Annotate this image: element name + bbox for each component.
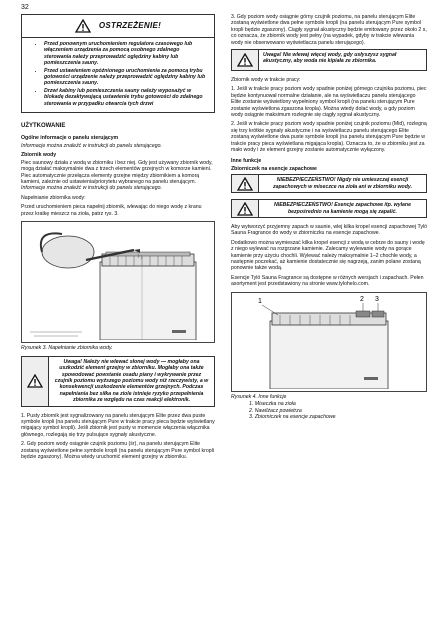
note-box (231, 49, 427, 71)
aroma-cup-heading: Zbiorniczek na esencje zapachowe (231, 165, 317, 172)
danger-box-2 (231, 199, 427, 218)
figure-4-label-3: 3 (375, 295, 379, 303)
other-functions-heading: Inne funkcje (231, 157, 262, 164)
figure-4-label-1: 1 (258, 297, 262, 305)
warning-triangle-icon (27, 374, 43, 388)
left-column (21, 14, 215, 463)
tank-text: Piec saunowy działa z wodą w zbiorniku i bez niej. Gdy jest używany zbiornik wody, mogą działać maksymalnie dwa z trzech elementów grzejnych w komorze kamieni. Piec automatycznie przełącza elementy grzejne między zbiornikiem a komorą kamieni, zależnie od ustawienia/priorytetu wybranego na panelu sterującym. Informacje można znaleźć w instrukcji do panelu sterującego. (21, 159, 213, 192)
warning-triangle-icon (237, 53, 253, 67)
during-paragraph-2: 2. Jeśli w trakcie pracy poziom wody spadnie poniżej czujnik poziomu (Mid), rozlegną się trzy krótkie sygnały akustyczne i na wyświetlaczu panelu sterującego Elite zostaną wyświetlone dwa puste symbole kropli (na panelu sterującym Pure będzie w trakcie pracy pieca wyświetlana migająca kropla). Oznacza to, że w zbiorniku jest za mało wody i że element grzejny zostanie automatycznie wyłączony. (231, 121, 427, 154)
heater-filling-illustration (22, 222, 214, 340)
aroma-paragraph-3: Esencje Tylö Sauna Fragrance są dostępne w różnych wersjach i zapachach. Pełen asortyment jest przedstawiony na stronie www.tylohelo.com. (231, 274, 424, 288)
warning-box (21, 14, 215, 113)
aroma-paragraph-1: Aby wytworzyć przyjemny zapach w saunie, wlej kilka kropel esencji zapachowej Tylö Sauna Fragrance do wody w zbiorniczku na esencje zapachowe. (231, 223, 427, 237)
note-icon-cell (232, 50, 259, 70)
caution-note (21, 356, 215, 407)
during-heading: Zbiornik wody w trakcie pracy: (231, 77, 301, 84)
warning-triangle-icon (75, 19, 91, 33)
caution-icon-cell (22, 357, 49, 406)
general-text: Informacje można znaleźć w instrukcji do panelu sterującego. (21, 142, 162, 149)
warning-item: • Przed ustawieniem opóźnionego uruchomienia za pomocą trybu gotowości urządzenie należy przeprowadzić oględziny kabiny lub pomieszczenia sauny. (44, 68, 206, 87)
figure-4-label-2: 2 (360, 295, 364, 303)
legend-item: 2. Nawilżacz powietrza (249, 407, 302, 414)
section-title: UŻYTKOWANIE (21, 123, 66, 130)
danger-icon-cell (232, 200, 259, 217)
warning-triangle-icon (237, 177, 253, 191)
legend-item: 1. Miseczka na zioła (249, 401, 296, 408)
legend-item: 3. Zbiorniczek na esencje zapachowe (249, 414, 336, 421)
warning-triangle-icon (237, 202, 253, 216)
figure-3-caption: Rysunek 3. Napełnianie zbiornika wody. (21, 345, 113, 352)
danger-box-1 (231, 174, 427, 193)
figure-4-caption: Rysunek 4. Inne funkcje (231, 394, 287, 400)
note-text: Uwaga! Nie wlewaj więcej wody, gdy usłyszysz sygnał akustyczny, aby woda nie kipiała ze zbiornika. (263, 52, 397, 65)
caution-text: Uwaga! Należy nie wlewać słonej wody — mogłaby ona uszkodzić element grzejny w zbiorniku. Mogłaby ona także spowodować powstanie osadu piany i wykrywanie przez czujnik poziomu wyższego poziomu wody niż rzeczywisty, a w konsekwencji uszkodzenie elementów grzejnych. Podczas napełniania bez siłka na ziole istnieje ryzyko przepełnienia zbiornika ze względu na czas reakcji elektronik. (54, 358, 209, 404)
danger-text-1: NIEBEZPIECZEŃSTWO! Nigdy nie umieszczaj esencji zapachowych w miseczce na zioła ani w zbiorniku wody. (272, 177, 413, 190)
figure-4-legend (231, 401, 427, 420)
right-column (231, 14, 427, 421)
warning-title: OSTRZEŻENIE! (98, 20, 162, 30)
danger-icon-cell (232, 175, 259, 192)
paragraph-1: 1. Pusty zbiornik jest sygnalizowany na panelu sterującym Elite przez dwa puste symbole kropli (na panelu sterującym Pure w trakcie pracy pieca będzie wyświetlany migający symbol kropli). Jeśli zbiornik jest pusty w momencie włączenia włącznika głównego, rozlegają się trzy pulsujące sygnały akustyczne. (21, 412, 215, 438)
paragraph-3: 3. Gdy poziom wody osiągnie górny czujnik poziomu, na panelu sterującym Elite zostaną wyświetlone dwa pełne symbole kropli (na panelu sterującym Pure symbol kropli będzie zgaszony). Ciągły sygnał akustyczny będzie emitowany przez około 2 s, co oznacza, że zbiornik wody jest pełny (na wypadek, gdyby w trakcie wlewania wody nie obserwowano wyświetlacza panelu sterującego). (231, 14, 427, 46)
warning-item: • Drzwi kabiny lub pomieszczenia sauny należy wyposażyć w blokadę dezaktywującą ustawienie trybu gotowości do zdalnego sterowania w przypadku otwarcia tych drzwi (44, 88, 206, 107)
figure-4 (231, 292, 427, 392)
heater-functions-illustration (232, 293, 426, 389)
warning-item: • Przed ponownym uruchomieniem regulatora czasowego lub włączeniem urządzenia za pomocą osobnego zdalnego sterowania należy przeprowadzić oględziny kabiny lub pomieszczenia sauny. (44, 41, 206, 67)
figure-3 (21, 221, 215, 343)
during-paragraph-1: 1. Jeśli w trakcie pracy poziom wody spadnie poniżej górnego czujnika poziomu, piec będzie kontynuował normalne działanie, ale na wyświetlaczu panelu sterującego Elite zostanie wyświetlony wypełniony symbol kropli (na panelu sterującym Pure zostanie wyświetlona zgaszona kropla). Można wtedy dolać wody, a gdy poziom wody osiągnie maksimum rozlegnie się ciągły sygnał akustyczny. (231, 86, 427, 119)
danger-text-2: NIEBEZPIECZEŃSTWO! Esencje zapachowe itp. wylane bezpośrednio na kamienie mogą się zapalić. (274, 202, 411, 215)
tank-heading: Zbiornik wody (21, 152, 57, 159)
filling-heading: Napełnianie zbiornika wody: (21, 194, 86, 201)
page-number: 32 (21, 4, 29, 11)
warning-list (22, 38, 214, 112)
filling-text: Przed uruchomieniem pieca napełnij zbiornik, wlewając do niego wodę z kranu przez kratkę mieszcz na zioła, patrz rys. 3. (21, 204, 202, 217)
paragraph-2: 2. Gdy poziom wody osiągnie czujnik poziomu (śr), na panelu sterującym Elite zostaną wyświetlone pełne symbole kropli (na panelu sterującym Pure symbol kropli będzie zgaszony). Można wtedy uruchomić element grzejny w zbiorniku. (21, 441, 214, 461)
warning-header (22, 15, 214, 38)
general-heading: Ogólne informacje o panelu sterującym (21, 135, 119, 142)
aroma-paragraph-2: Dodatkowo można wymieszać kilka kropel esencji z wodą w cebrze do sauny i wodę z niego wylewać na rozgrzane kamienie. Zalecamy wylewanie wody na gorące kamienie przy użyciu chochli. Wylewać należy maksymalnie 1–2 chochle wody, a następnie poczekać, aż kamienie dostatecznie się nagrzeją, zanim polane zostaną ponownie także wodą. (231, 239, 425, 272)
